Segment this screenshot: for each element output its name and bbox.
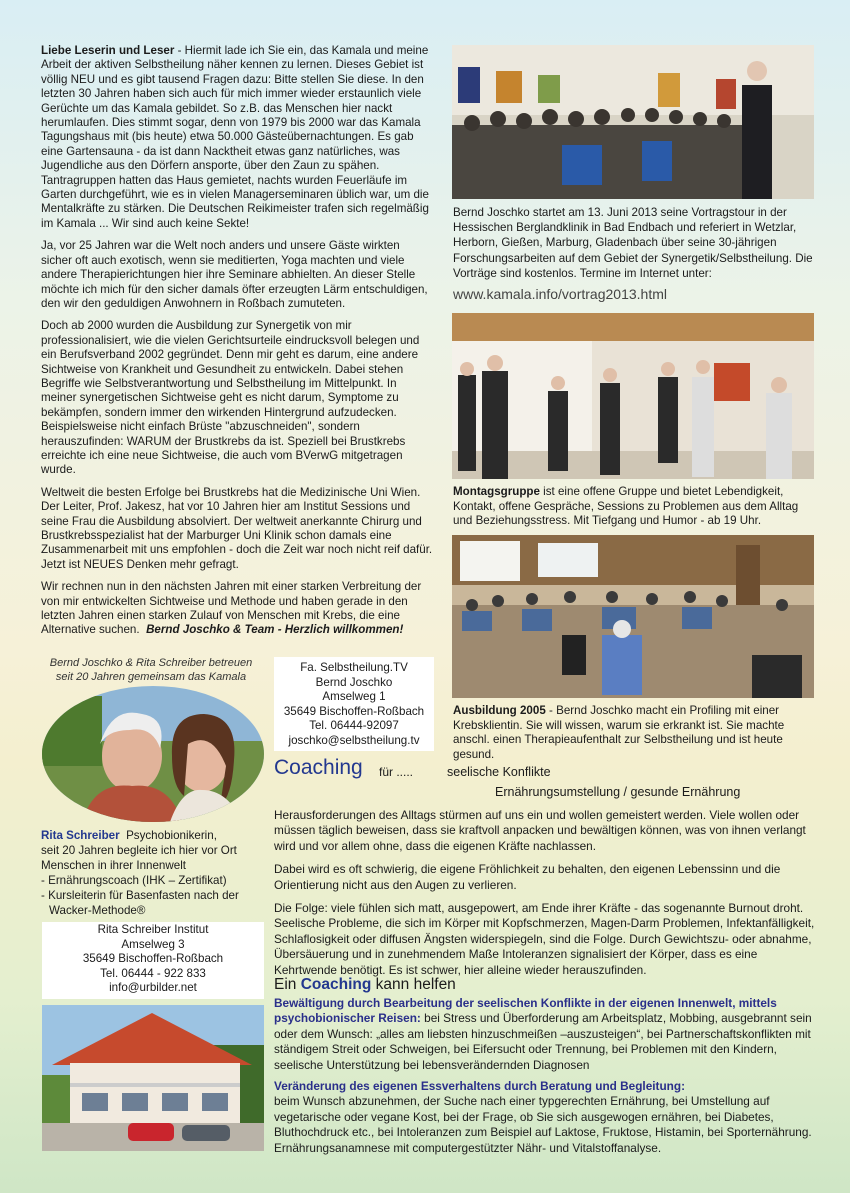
- intro-paragraph-4: Weltweit die besten Erfolge bei Brustkrebs hat die Medizinische Uni Wien. Der Leiter, Prof. Jakesz, hat vor 10 Jahren hier am Institut Sessions und seine Frau die Ausbildung absolviert. Der weltweit anerkannte Chirurg und Brustkrebsspezialist hat der Marburger Uni Klinik schon damals eine Zusammenarbeit mit uns empfohlen - doch die Zeit war noch nicht reif dafür. Jetzt ist NEUES Denken mehr gefragt.: [41, 485, 433, 571]
- montagsgruppe-caption: Montagsgruppe ist eine offene Gruppe und bietet Lebendigkeit, Kontakt, offene Gespräche, Sessions zu Problemen aus dem Alltag und Beziehungsstress. Mit Tiefgang und Humor - ab 19 Uhr.: [453, 485, 799, 528]
- intro-paragraph-1: Liebe Leserin und Leser - Hiermit lade ich Sie ein, das Kamala und meine Arbeit der aktiven Selbstheilung näher kennen zu lernen. Dieses Gebiet ist völlig NEU und es gibt tausend Fragen dazu: Bitte stellen Sie diese. In den letzten 30 Jahren haben sich auch für mich immer wieder erstaunlich viele Gerüchte um das Kamala gebildet. So z.B. das Menschen hier nackt herumlaufen. Dies stimmt sogar, denn von 1979 bis 2000 war das Kamala Tagungshaus mit (bis heute) etwa 50.000 Gästeübernachtungen. Es gab eine Gartensauna - da ist dann Nacktheit etwas ganz natürliches, was Jugendliche aus den Dörfern ansporte, über den Zaun zu spähen. Tantragruppen hatten das Haus gemietet, nachts wurden Feuerläufe im Garten durchgeführt, wie es in vielen Managerseminaren üblich war, um die Mentalkräfte zu stärken. Die Deutschen Reikimeister trafen sich regelmäßig im Kamala ... Wir sind auch keine Sekte!: [41, 44, 429, 230]
- rita-name: Rita Schreiber: [41, 829, 120, 842]
- ausbildung-caption: Ausbildung 2005 - Bernd Joschko macht ein Profiling mit einer Krebsklientin. Sie will wissen, warum sie erkrankt ist. Sie machte anschl. einen Therapieaufenthalt zur Selbstheilung und ist heute gesund.: [453, 704, 785, 761]
- coaching-topic-1: seelische Konflikte: [447, 765, 551, 779]
- coaching-body: [274, 808, 816, 986]
- lecture-photo: [452, 45, 814, 199]
- coaching-topic-2: Ernährungsumstellung / gesunde Ernährung: [495, 785, 741, 799]
- coaching-help-2: Veränderung des eigenen Essverhaltens durch Beratung und Begleitung: beim Wunsch abzunehmen, der Suche nach einer typgerechten Ernährung, bei Umstellung auf vegetarische oder vegane Kost, bei der Frage, ob Sie sich ausgewogen ernähren, bei Diabetes, Bluthochdruck etc., bei Intoleranzen zum Beispiel auf Laktose, Fruktose, Histamin, bei Sporternährung. Ernährungsanamnese mit computergestützter Nähr- und Vitalstoffanalyse.: [274, 1079, 812, 1155]
- coaching-fuer: für .....: [379, 765, 414, 779]
- ausbildung-title: Ausbildung 2005: [453, 704, 546, 717]
- intro-paragraph-3: Doch ab 2000 wurden die Ausbildung zur Synergetik von mir professionalisiert, wie die vielen Gerichtsurteile eindrucksvoll belegen und ein Berufsverband 2002 gegründet. Denn mir geht es darum, eine andere Sichtweise von Krankheit und Gesundheit zu entwickeln. Dabei stehen Begriffe wie Selbstverantwortung und Selbstheilung im Mittelpunkt. In meiner synergetischen Sichtweise geht es nicht darum, Symptome zu bekämpfen, sondern immer den wirkenden Hintergrund aufzudecken. Beispielsweise nicht einfach Brüste "abzuschneiden", sondern herauszufinden: WARUM der Brustkrebs da ist. Speziell bei Brustkrebs erreichte ich eine neue Sichtweise, die auch vom BVerwG mitgetragen wurde.: [41, 319, 420, 477]
- contact-phone: Tel. 06444-92097: [309, 719, 399, 733]
- contact-name: Bernd Joschko: [315, 675, 393, 689]
- coaching-paragraph-2: Dabei wird es oft schwierig, die eigene Fröhlichkeit zu behalten, den eigenen Lebenssinn und die Orientierung nicht aus den Augen zu verlieren.: [274, 862, 781, 892]
- intro-text: [41, 44, 433, 646]
- greeting: Liebe Leserin und Leser: [41, 44, 175, 57]
- rita-email[interactable]: info@urbilder.net: [109, 981, 197, 995]
- rita-bio: Rita Schreiber Psychobionikerin, seit 20 Jahren begleite ich hier vor Ort Menschen in ihrer Innenwelt - Ernährungscoach (IHK – Zertifikat) - Kursleiterin für Basenfasten nach der Wacker-Methode®: [41, 829, 239, 917]
- coaching-help-body: [274, 996, 816, 1164]
- couple-photo: [42, 686, 264, 822]
- contact-box-bernd: [274, 657, 434, 751]
- contact-box-rita: Rita Schreiber Institut Amselweg 3 35649 Bischoffen-Roßbach Tel. 06444 - 922 833 info@urbilder.net: [42, 922, 264, 999]
- house-photo: [42, 1005, 264, 1151]
- ausbildung-photo: [452, 535, 814, 698]
- montagsgruppe-photo: [452, 313, 814, 479]
- coaching-help-heading: Ein Coaching kann helfen: [274, 976, 456, 993]
- coaching-help-1: Bewältigung durch Bearbeitung der seelischen Konflikte in der eigenen Innenwelt, mittels psychobionischer Reisen: bei Stress und Überforderung am Arbeitsplatz, Mobbing, ausgebrannt sein oder dem Wunsch: „alles am liebsten hinzuschmeißen –auszusteigen“, bei Partnerschaftskonflikten mit ständigem Streit oder Schweigen, bei Eifersucht oder Trennung, bei Problemen mit den Kindern, seelische Unterstützung bei lebensverändernden Diagnosen: [274, 996, 812, 1072]
- signature: Bernd Joschko & Team - Herzlich willkommen!: [146, 623, 404, 637]
- coaching-paragraph-1: Herausforderungen des Alltags stürmen auf uns ein und wollen gemeistert werden. Viele wollen oder müssen täglich beweisen, dass sie kraftvoll anpacken und bewältigen können, was von ihnen verlangt wird und vor allem ohne, dass die eigenen Kräfte nachlassen.: [274, 808, 806, 853]
- coaching-title: Coaching: [274, 756, 363, 779]
- contact-company: Fa. Selbstheilung.TV: [300, 661, 408, 674]
- intro-paragraph-5: Wir rechnen nun in den nächsten Jahren mit einer starken Verbreitung der von mir entwickelten Sichtweise und Methode und haben gerade in den letzten Jahren einen starken Zulauf von Menschen mit Krebs, die eine Alternative suchen. Bernd Joschko & Team - Herzlich willkommen!: [41, 580, 422, 637]
- contact-email[interactable]: joschko@selbstheilung.tv: [288, 733, 420, 747]
- couple-caption: Bernd Joschko & Rita Schreiber betreuen seit 20 Jahren gemeinsam das Kamala: [49, 657, 253, 683]
- coaching-paragraph-3: Die Folge: viele fühlen sich matt, ausgepowert, am Ende ihrer Kräfte - das sogenannte Burnout droht. Seelische Probleme, die sich im Körper mit Kopfschmerzen, Magen-Darm Problemen, Infektanfälligkeit, Schlaflosigkeit oder diffusen Ängsten widerspiegeln, sind die Folge. Durch Gewichtszu- oder abnahme, Übersäuerung und in zunehmendem Maße Intoleranzen signalisiert der Körper, dass es eine Kehrtwende benötigt. Es ist schwer, hier alleine wieder herauszufinden.: [274, 901, 815, 977]
- vortrag-url[interactable]: www.kamala.info/vortrag2013.html: [453, 286, 667, 302]
- vortrag-text: Bernd Joschko startet am 13. Juni 2013 seine Vortragstour in der Hessischen Berglandklinik in Bad Endbach und referiert in Wetzlar, Herborn, Gießen, Marburg, Gladenbach über seine 30-jährigen Forschungsarbeiten auf dem Gebiet der Synergetik/Selbstheilung. Die Vorträge sind kostenlos. Termine im Internet unter:: [453, 206, 813, 280]
- montagsgruppe-title: Montagsgruppe: [453, 485, 540, 498]
- contact-street: Amselweg 1: [322, 690, 386, 704]
- coaching-heading: [274, 756, 814, 800]
- intro-paragraph-2: Ja, vor 25 Jahren war die Welt noch anders und unsere Gäste wirkten sicher oft auch exotisch, wenn sie meditierten, Yoga machten und viele andere Therapierichtungen hier ihre Seminare abhielten. An dieser Stelle möchte ich mich für den sicher damals öfter erzeugten Lärm entschuldigen, den wir den geduldigen Anwohnern in Roßbach zumuteten.: [41, 239, 428, 310]
- contact-city: 35649 Bischoffen-Roßbach: [283, 704, 425, 718]
